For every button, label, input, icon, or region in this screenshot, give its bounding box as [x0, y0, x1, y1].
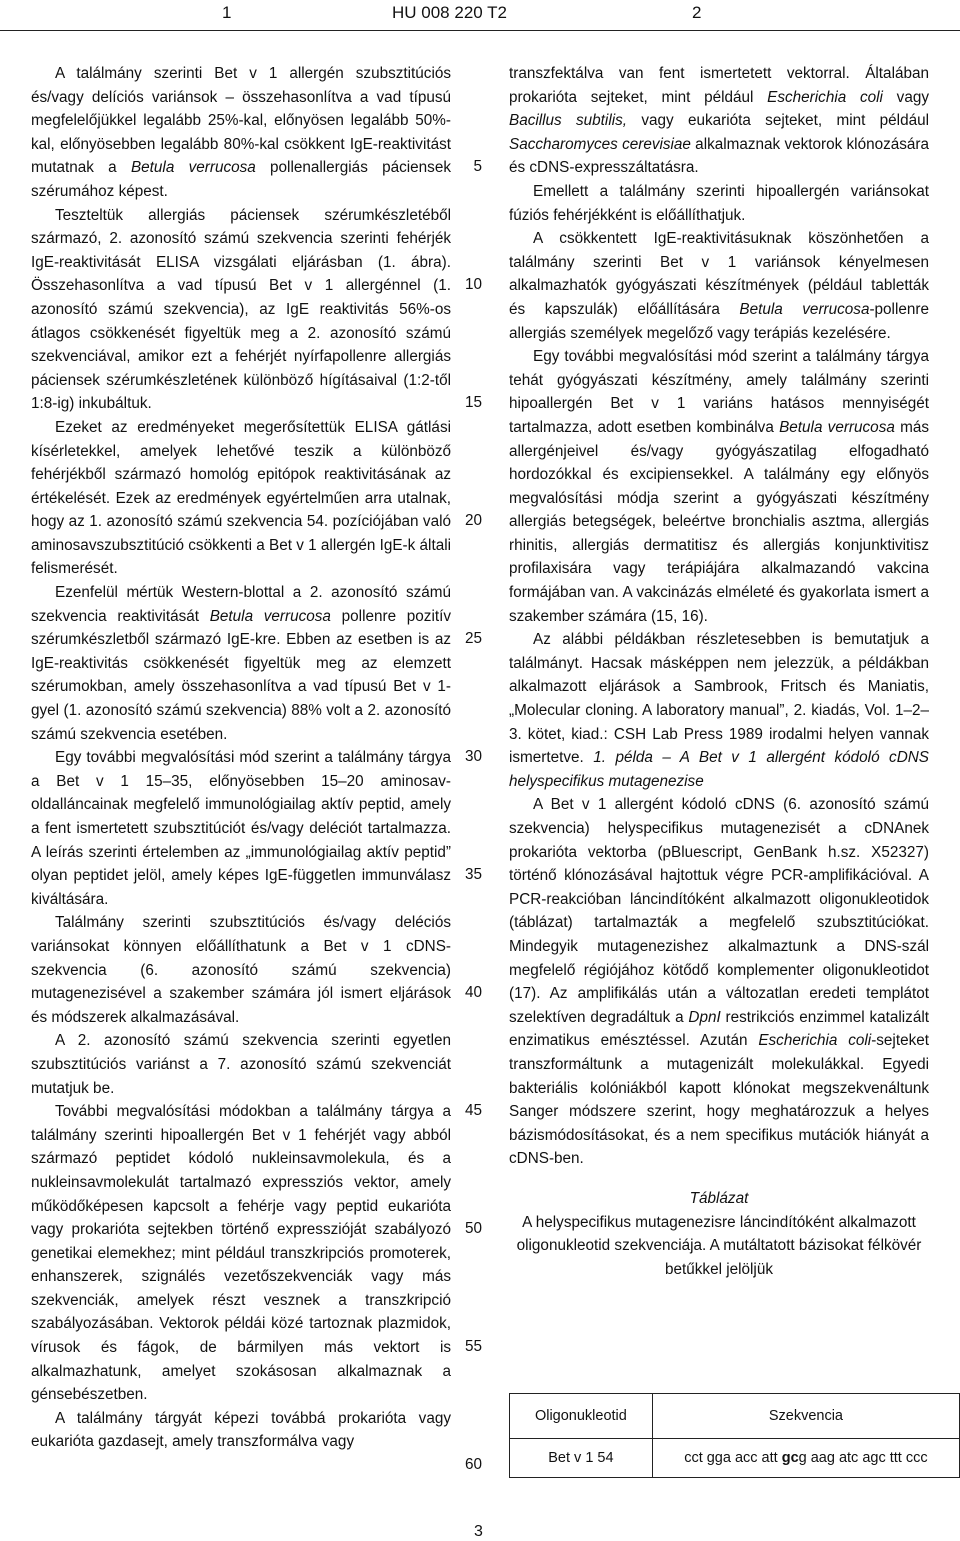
left-paragraph: Ezenfelül mértük Western-blottal a 2. azonosító számú szekvencia reaktivitását Betula verrucosa pollenre pozitív szérumkészletből származó IgE-kre. Ebben az esetben is az IgE-reaktivitás csökkenését figyeltük meg az elemzett szérumokban, amely összehasonlítva a vad típusú Bet v 1-gyel (1. azonosító számú szekvencia) 88% volt a 2. azonosító számú szekvencia esetében.	[31, 584, 451, 743]
left-paragraph: Találmány szerinti szubsztitúciós és/vagy deléciós variánsokat könnyen előállíthatunk a Bet v 1 cDNS-szekvencia (6. azonosító számú szekvencia) mutagenezisével a szakember számára jól ismert eljárások és módszerek alkalmazásával.	[31, 914, 451, 1026]
right-paragraph: Egy további megvalósítási mód szerint a találmány tárgya tehát gyógyászati készítmény, amely találmány szerinti hipoallergén Bet v 1 variáns hatásos mennyiségét tartalmazza, adott esetben kombinálva Betula verrucosa más allergénjeivel és/vagy gyógyászatilag elfogadható hordozókkal és excipiensekkel. A találmány egy előnyös megvalósítási módja szerint a gyógyászati készítmény allergiás betegségek, beleértve bronchialis asztma, allergiás rhinitis, allergiás dermatitisz és allergiás konjunktivitisz profilaxisára vagy terápiájára alkalmazandó vakcina formájában van. A vakcinázás elméleté és gyakorlata ismert a szakember számára (15, 16).	[509, 348, 929, 625]
left-paragraph: További megvalósítási módokban a találmány tárgya a találmány szerinti hipoallergén Bet v 1 fehérjét vagy abból származó peptidet kódoló nukleinsavmolekula, és a nukleinsavmolekulát tartalmazó expressziós vektor, amely működőképesen kapcsolt a fehérje vagy peptid eukarióta vagy prokarióta sejtekben történő expresszióját szabályozó genetikai elemekhez; mint például transzkripciós promoterek, enhanszerek, szignálés vezetőszekvenciák vagy más szekvenciák, amelyek részt vesznek a transzkripció szabályozásában. Vektorok példái közé tartoznak plazmidok, vírusok és fágok, de bármilyen más vektort is alkalmazhatunk, amelyet szokásosan alkalmaznak a génsebészetben.	[31, 1103, 451, 1404]
left-paragraph: Egy további megvalósítási mód szerint a találmány tárgya a Bet v 1 15–35, előnyösebben 15–20 aminosav-oldalláncainak megfelelő immunológiailag aktív peptid, amely a fent ismertetett szubsztitúciót és/vagy deléciót tartalmazza. A leírás szerinti értelemben az „immunológiailag aktív peptid” olyan peptidet jelöl, amely képes IgE-független immunválasz kiváltására.	[31, 749, 451, 908]
line-number: 10	[464, 276, 482, 293]
table-header-sequence: Szekvencia	[652, 1394, 959, 1439]
line-number: 60	[464, 1456, 482, 1473]
right-paragraph: Az alábbi példákban részletesebben is bemutatjuk a találmányt. Hacsak másképpen nem jelezzük, a példákban alkalmazott eljárások a Sambrook, Fritsch és Maniatis, „Molecular cloning. A laboratory manual”, 2. kiadás, Vol. 1–2–3. kötet, kiad.: CSH Lab Press 1989 irodalmi helyen vannak ismertetve. 1. példa – A Bet v 1 allergént kódoló cDNS helyspecifikus mutagenezise	[509, 631, 929, 790]
mutated-bases: gc	[781, 1450, 799, 1466]
line-number: 50	[464, 1220, 482, 1237]
line-number: 45	[464, 1102, 482, 1119]
page-number: 3	[474, 1523, 483, 1540]
right-paragraph: Emellett a találmány szerinti hipoallergén variánsokat fúziós fehérjékként is előállíthatjuk.	[509, 182, 929, 224]
left-paragraph: A 2. azonosító számú szekvencia szerinti egyetlen szubsztitúciós variánst a 7. azonosító számú szekvenciát mutatjuk be.	[31, 1032, 451, 1097]
left-paragraph: A találmány szerinti Bet v 1 allergén szubsztitúciós és/vagy delíciós variánsok – összehasonlítva a vad típusú megfelelőjükkel legalább 25%-kal, előnyösen legalább 50%-kal, előnyösebben legalább 80%-kal csökkent IgE-reaktivitást mutatnak a Betula verrucosa pollenallergiás páciensek szérumához képest.	[31, 65, 451, 200]
table-caption: A helyspecifikus mutagenezisre láncindítóként alkalmazott oligonukleotid szekvenciája. A mutáltatott bázisokat félkövér betűkkel jelöljük	[516, 1213, 922, 1278]
line-number: 15	[464, 394, 482, 411]
right-paragraph: A csökkentett IgE-reaktivitásuknak köszönhetően a találmány szerinti Bet v 1 variánsok kényelmesen alkalmazhatók gyógyászati készítmények (például tabletták és kapszulák) előállítására Betula verrucosa-pollenre allergiás személyek megelőző vagy terápiás kezelésére.	[509, 230, 929, 342]
table-cell-name: Bet v 1 54	[510, 1439, 653, 1478]
example-heading: 1. példa – A Bet v 1 allergént kódoló cDNS helyspecifikus mutagenezise	[509, 749, 929, 790]
header-right-number: 2	[692, 3, 702, 22]
table-cell-sequence: cct gga acc att gcg aag atc agc ttt ccc	[652, 1439, 959, 1478]
left-paragraph: A találmány tárgyát képezi továbbá prokarióta vagy eukarióta gazdasejt, amely transzformálva vagy	[31, 1409, 451, 1451]
right-paragraph: transzfektálva van fent ismertetett vektorral. Általában prokarióta sejteket, mint például Escherichia coli vagy Bacillus subtilis, vagy eukarióta sejteket, mint például Saccharomyces cerevisiae alkalmaznak vektorok klónozására és cDNS-expresszáltatásra.	[509, 65, 930, 177]
line-number: 35	[464, 866, 482, 883]
left-paragraph: Teszteltük allergiás páciensek szérumkészletéből származó, 2. azonosító számú szekvencia szerinti fehérjék IgE-reaktivitását ELISA vizsgálati eljárásban (1. ábra). Összehasonlítva a vad típusú Bet v 1 allergénnel (1. azonosító számú szekvencia), az IgE reaktivitás 56%-os átlagos csökkenését figyeltük meg a 2. azonosító számú szekvenciával, amikor ezt a fehérjét nyírfapollenre allergiás páciensek szérumkészletének különböző hígításaival (1:2-től 1:8-ig) inkubáltuk.	[31, 206, 451, 413]
line-number: 55	[464, 1338, 482, 1355]
line-number: 25	[464, 630, 482, 647]
line-number: 30	[464, 748, 482, 765]
oligonucleotide-table	[509, 1393, 960, 1478]
header-left-number: 1	[222, 3, 232, 22]
line-number: 5	[473, 158, 482, 175]
table-label: Táblázat	[689, 1189, 749, 1207]
left-column	[31, 62, 451, 1454]
table-row	[510, 1439, 960, 1478]
header-rule	[0, 30, 960, 31]
header-patent-id: HU 008 220 T2	[392, 3, 507, 22]
left-paragraph: Ezeket az eredményeket megerősítettük ELISA gátlási kísérletekkel, amelyek lehetővé teszik a különböző fehérjékből származó homológ epitópok reaktivitásának az értékelését. Ezek az eredmények egyértelműen arra utalnak, hogy az 1. azonosító számú szekvencia 54. pozíciójában való aminosavszubsztitúció csökkenti a Bet v 1 allergén IgE-k általi felismerését.	[31, 418, 452, 578]
table-header-oligonucleotide: Oligonukleotid	[510, 1394, 653, 1439]
right-paragraph: A Bet v 1 allergént kódoló cDNS (6. azonosító számú szekvencia) helyspecifikus mutagenezisét a cDNAnek prokarióta vektorba (pBluescript, GenBank h.sz. X52327) történő klónozásával hajtottuk végre PCR-amplifikációval. A PCR-reakcióban láncindítóként alkalmazott oligonukleotidok (táblázat) tartalmazták a megfelelő szubsztitúciókat. Mindegyik mutagenezishez alkalmaztunk a DNS-szál megfelelő régiójához kötődő komplementer oligonukleotidot (17). Az amplifikálás után a változatlan eredeti templátot szelektíven degradáltuk a DpnI restrikciós enzimmel katalizált enzimatikus emésztéssel. Azután Escherichia coli-sejteket transzformáltunk a mutagenizált molekulákkal. Egyedi bakteriális kolóniákból kapott klónokat megszekvenáltunk Sanger módszere szerint, hogy meghatározzuk a helyes bázismódosításokat, és a nem specifikus mutációk hiányát a cDNS-ben.	[509, 796, 929, 1168]
line-number: 20	[464, 512, 482, 529]
line-number: 40	[464, 984, 482, 1001]
right-column	[509, 62, 929, 1281]
